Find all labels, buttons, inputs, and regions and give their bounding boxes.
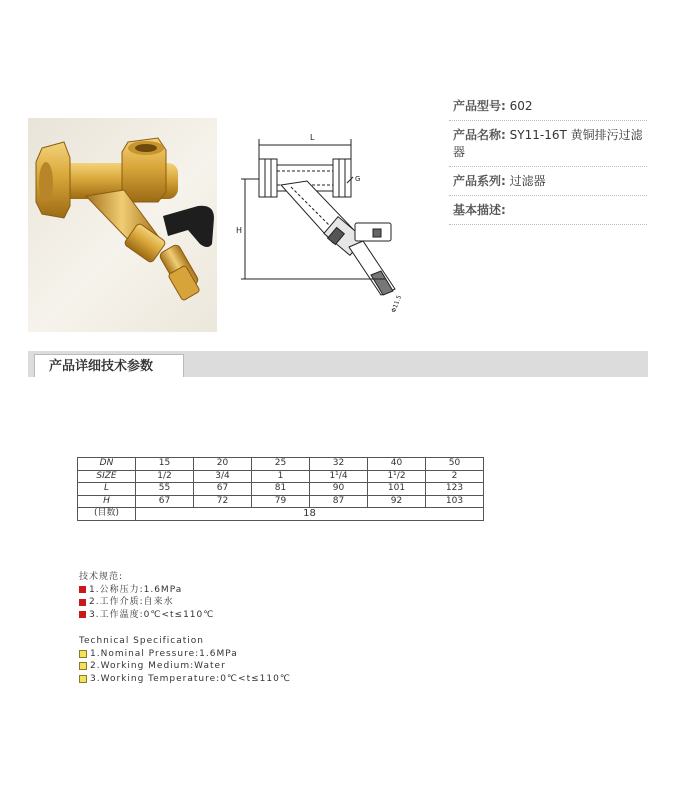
note-text: 3.Working Temperature:0℃<t≤110℃	[90, 673, 291, 684]
bullet-icon	[79, 650, 87, 658]
product-series-row	[449, 167, 647, 196]
notes-en-title: Technical Specification	[79, 636, 204, 646]
table-cell: 101	[368, 483, 426, 496]
product-series-value: 过滤器	[509, 174, 546, 188]
technical-drawing	[235, 125, 415, 315]
table-row-size	[78, 470, 484, 483]
table-cell: 72	[194, 495, 252, 508]
label-phi: Φ11.5	[390, 294, 404, 314]
table-cell: 103	[426, 495, 484, 508]
table-cell: 92	[368, 495, 426, 508]
note-text: 2.Working Medium:Water	[90, 661, 226, 671]
bullet-icon	[79, 611, 86, 618]
table-cell: 1/2	[136, 470, 194, 483]
note-text: 3.工作温度:0℃<t≤110℃	[89, 609, 215, 620]
product-name-row	[449, 121, 647, 167]
bullet-icon	[79, 599, 86, 606]
table-cell: 81	[252, 483, 310, 496]
list-item	[79, 584, 291, 597]
label-G: G	[355, 175, 361, 183]
list-item	[79, 596, 291, 609]
table-cell: 50	[426, 458, 484, 471]
table-cell: 90	[310, 483, 368, 496]
brass-strainer-image	[28, 118, 217, 332]
product-model-label: 产品型号:	[453, 99, 506, 113]
product-photo	[28, 118, 217, 332]
notes-cn-title: 技术规范:	[79, 572, 124, 582]
table-cell: 40	[368, 458, 426, 471]
table-row-mesh	[78, 508, 484, 521]
table-cell: 1	[252, 470, 310, 483]
table-cell: 67	[136, 495, 194, 508]
list-item	[79, 673, 291, 686]
bullet-icon	[79, 586, 86, 593]
list-item	[79, 660, 291, 673]
table-cell: 55	[136, 483, 194, 496]
list-item	[79, 648, 291, 661]
table-header-cell: SIZE	[78, 470, 136, 483]
product-info	[449, 92, 647, 225]
product-desc-label: 基本描述:	[453, 203, 506, 217]
table-cell: 123	[426, 483, 484, 496]
table-cell: 1¹/2	[368, 470, 426, 483]
table-cell: 20	[194, 458, 252, 471]
product-name-label: 产品名称:	[453, 128, 506, 142]
spec-notes	[79, 571, 291, 685]
product-desc-row	[449, 196, 647, 225]
table-row-l	[78, 483, 484, 496]
table-header-cell: DN	[78, 458, 136, 471]
table-row-dn	[78, 458, 484, 471]
table-header-cell: L	[78, 483, 136, 496]
table-row-h	[78, 495, 484, 508]
note-text: 1.公称压力:1.6MPa	[89, 584, 183, 595]
table-cell: 15	[136, 458, 194, 471]
table-cell: 1¹/4	[310, 470, 368, 483]
table-cell: 3/4	[194, 470, 252, 483]
bullet-icon	[79, 675, 87, 683]
table-header-cell: H	[78, 495, 136, 508]
table-cell: 87	[310, 495, 368, 508]
table-cell: 79	[252, 495, 310, 508]
spec-table	[77, 457, 484, 521]
table-cell: 2	[426, 470, 484, 483]
label-H: H	[236, 226, 243, 235]
table-cell: 25	[252, 458, 310, 471]
table-cell: 67	[194, 483, 252, 496]
bullet-icon	[79, 662, 87, 670]
note-text: 1.Nominal Pressure:1.6MPa	[90, 648, 238, 659]
table-header-cell: (目数)	[78, 508, 136, 521]
note-text: 2.工作介质:自来水	[89, 597, 174, 607]
product-series-label: 产品系列:	[453, 174, 506, 188]
product-model-value: 602	[509, 99, 533, 113]
list-item	[79, 609, 291, 622]
table-cell-mesh: 18	[136, 508, 484, 521]
label-L: L	[310, 133, 315, 142]
section-header-bar	[28, 351, 648, 377]
product-model-row	[449, 92, 647, 121]
product-name-value: SY11-16T 黄铜排污过滤器	[453, 128, 643, 159]
table-cell: 32	[310, 458, 368, 471]
section-tab-specs[interactable]: 产品详细技术参数	[34, 354, 184, 377]
